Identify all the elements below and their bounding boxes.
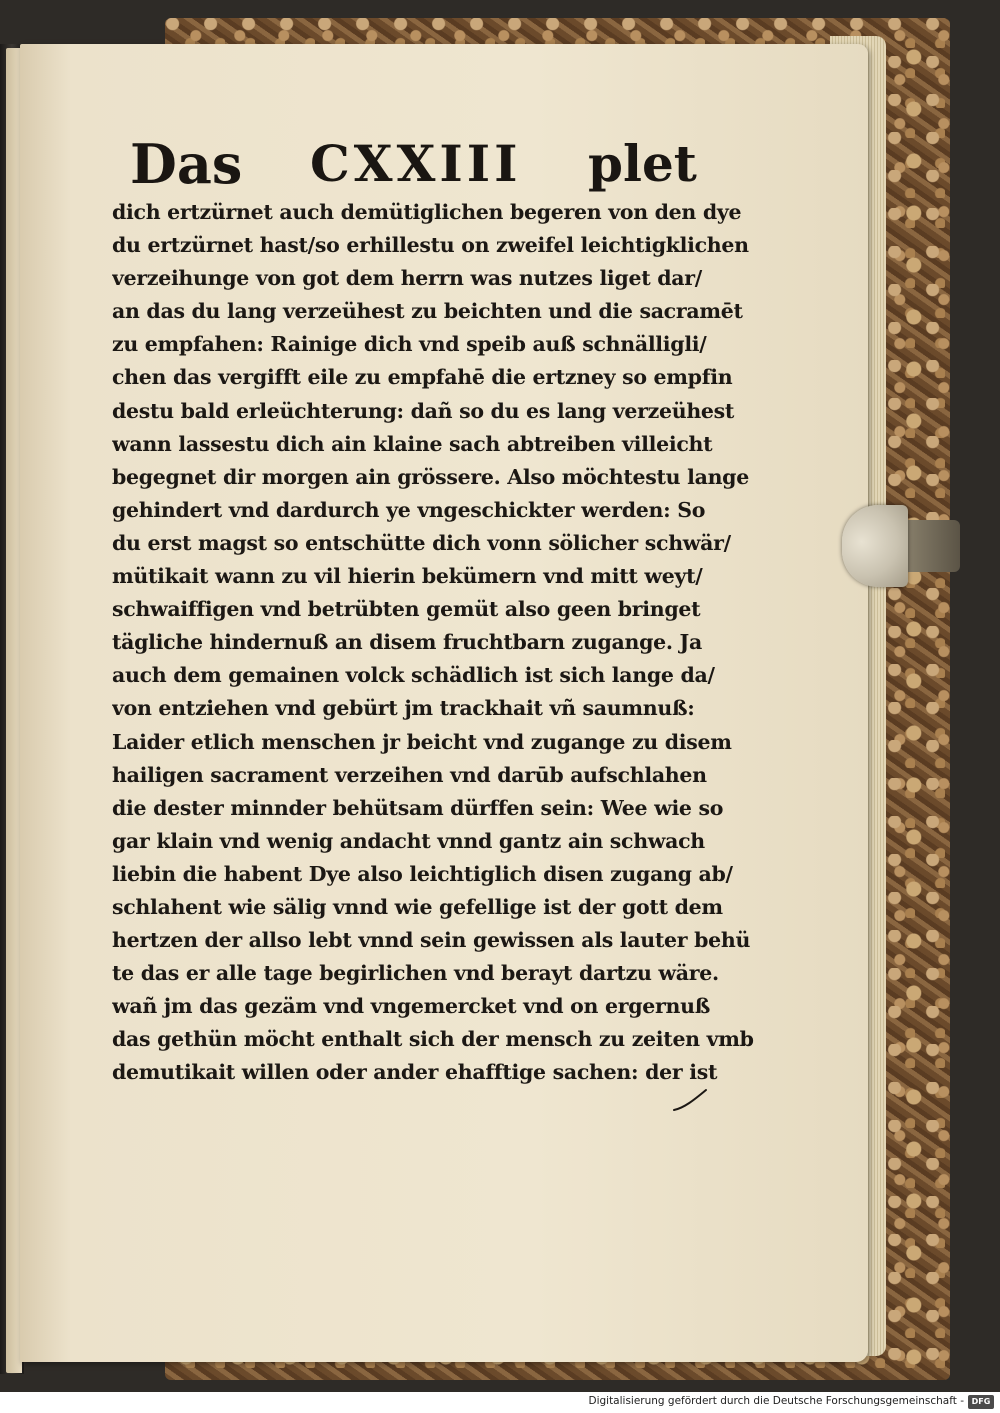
book-clasp xyxy=(842,505,908,587)
text-line: mütikait wann zu vil hierin bekümern vnd mitt weyt/ xyxy=(112,564,703,589)
page-body-text xyxy=(112,196,762,1090)
text-line: wann lassestu dich ain klaine sach abtreiben villeicht xyxy=(112,431,713,456)
text-line: auch dem gemainen volck schädlich ist sich lange da/ xyxy=(112,663,715,688)
text-line: von entziehen vnd gebürt jm trackhait vñ saumnuß: xyxy=(112,696,695,721)
text-line: demutikait willen oder ander ehafftige sachen: der ist xyxy=(112,1060,718,1085)
text-line: du ertzürnet hast/so erhillestu on zweifel leichtigklichen xyxy=(112,233,749,258)
clasp-strap xyxy=(900,520,960,572)
text-line: gehindert vnd dardurch ye vngeschickter werden: So xyxy=(112,497,706,522)
heading-left: Das xyxy=(130,132,243,196)
text-line: begegnet dir morgen ain grössere. Also möchtestu lange xyxy=(112,464,749,489)
text-line: zu empfahen: Rainige dich vnd speib auß schnälligli/ xyxy=(112,332,707,357)
text-line: du erst magst so entschütte dich vonn sölicher schwär/ xyxy=(112,530,731,555)
dfg-logo: DFG xyxy=(968,1395,994,1409)
text-line: liebin die habent Dye also leichtiglich disen zugang ab/ xyxy=(112,861,733,886)
heading-folio-number: CXXIII xyxy=(310,134,522,193)
text-line: verzeihunge von got dem herrn was nutzes liget dar/ xyxy=(112,266,702,291)
text-line: die dester minnder behütsam dürffen sein: Wee wie so xyxy=(112,795,724,820)
text-line: dich ertzürnet auch demütiglichen begeren von den dye xyxy=(112,200,742,224)
text-line: destu bald erleüchterung: dañ so du es lang verzeühest xyxy=(112,398,735,423)
text-line: schwaiffigen vnd betrübten gemüt also geen bringet xyxy=(112,597,701,622)
text-line: schlahent wie sälig vnnd wie gefellige ist der gott dem xyxy=(112,894,723,919)
flourish-icon xyxy=(672,1086,712,1114)
text-line: Laider etlich menschen jr beicht vnd zugange zu disem xyxy=(112,729,732,754)
heading-right: plet xyxy=(588,134,697,193)
text-line: das gethün möcht enthalt sich der mensch zu zeiten vmb xyxy=(112,1027,754,1052)
text-line: hertzen der allso lebt vnnd sein gewissen als lauter behü xyxy=(112,928,751,953)
funding-credit: Digitalisierung gefördert durch die Deutsche Forschungsgemeinschaft - xyxy=(588,1395,964,1407)
text-line: tägliche hindernuß an disem fruchtbarn zugange. Ja xyxy=(112,630,702,655)
text-line: chen das vergifft eile zu empfahē die ertzney so empfin xyxy=(112,365,733,390)
page-heading xyxy=(130,133,710,195)
text-line: wañ jm das gezäm vnd vngemercket vnd on ergernuß xyxy=(112,994,710,1019)
footer-bar xyxy=(0,1392,1000,1413)
text-line: an das du lang verzeühest zu beichten und die sacramēt xyxy=(112,299,743,324)
text-line: gar klain vnd wenig andacht vnnd gantz ain schwach xyxy=(112,828,705,853)
text-line: te das er alle tage begirlichen vnd berayt dartzu wäre. xyxy=(112,961,719,986)
text-line: hailigen sacrament verzeihen vnd darūb aufschlahen xyxy=(112,762,707,787)
